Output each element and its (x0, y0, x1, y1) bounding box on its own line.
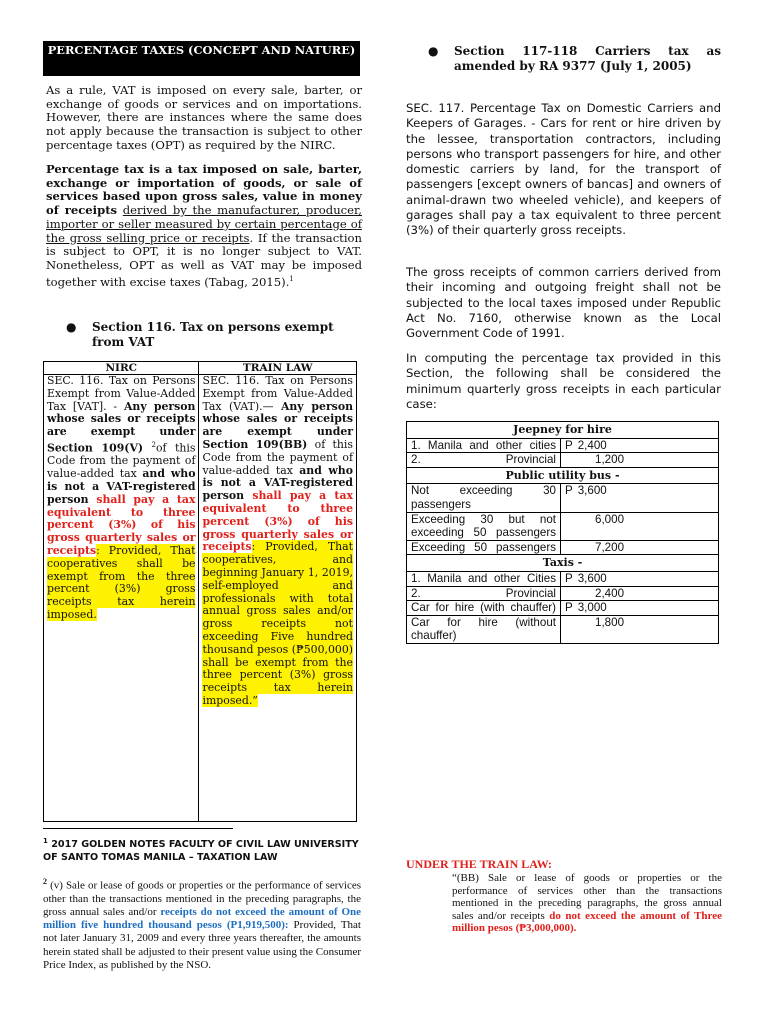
section-title: PERCENTAGE TAXES (CONCEPT AND NATURE) (43, 41, 360, 76)
rate-label: Exceeding 30 but not exceeding 50 passengers (407, 512, 561, 540)
rate-amount (561, 484, 719, 512)
definition-rest: . If the transaction is subject to OPT, it is no longer subject to VAT. Nonetheless, OPT as well as VAT may be imposed together with excise taxes (Tabag, 2015). (46, 230, 362, 289)
col-header-train: TRAIN LAW (199, 362, 357, 375)
currency-symbol: P (565, 438, 573, 452)
rate-label: 2. Provincial (407, 453, 561, 468)
nirc-cell: SEC. 116. Tax on Persons Exempt from Value-Added Tax [VAT]. - Any person whose sales or receipts are exempt under Section 109(V) $^2$of this Code from the payment of value-added tax and who is not a VAT-registered person shall pay a tax equivalent to three percent (3%) of his gross quarterly sales or receipts: Provided, That cooperatives shall be exempt from the three percent (3%) gross receipts tax herein imposed. (44, 375, 199, 822)
nirc-highlight: : Provided, That cooperatives shall be exempt from the three percent (3%) gross receipts tax herein imposed. (47, 543, 196, 621)
rate-label: Car for hire (without chauffer) (407, 615, 561, 643)
footnote-divider (43, 828, 233, 829)
rate-row (407, 571, 719, 586)
bullet-icon: ● (428, 44, 439, 58)
amount-value: 3,600 (577, 484, 607, 498)
jeepney-header: Jeepney for hire (407, 422, 719, 439)
rate-amount (561, 512, 719, 540)
rate-amount (561, 571, 719, 586)
rate-amount (561, 540, 719, 555)
taxi-header: Taxis - (407, 555, 719, 572)
col-header-nirc: NIRC (44, 362, 199, 375)
train-highlight: : Provided, That cooperatives, and beginning January 1, 2019, self-employed and professionals with total annual gross sales and/or gross receipts not exceeding Five hundred thousand pesos (₱500,000) shall be exempt from the three percent (3%) gross receipts tax herein imposed.” (202, 540, 353, 707)
amount-value: 1,200 (595, 453, 625, 467)
bus-header: Public utility bus - (407, 467, 719, 484)
footnote-ref-1[interactable]: 1 (289, 274, 294, 283)
gross-receipts-paragraph: The gross receipts of common carriers derived from their incoming and outgoing freight shall not be subjected to the local taxes imposed under Republic Act No. 7160, otherwise known as the Local Government Code of 1991. (406, 265, 721, 341)
rate-label: Exceeding 50 passengers (407, 540, 561, 555)
rate-row (407, 438, 719, 453)
definition-underlined: derived by the manufacturer, producer, importer or seller measured by certain percentage of the gross selling price or receipts (46, 203, 362, 245)
rate-amount (561, 586, 719, 601)
footnote-ref-2[interactable]: 2 (151, 440, 156, 449)
computing-paragraph: In computing the percentage tax provided in this Section, the following shall be considered the minimum quarterly gross receipts in each particular case: (406, 351, 721, 411)
rate-label: 2. Provincial (407, 586, 561, 601)
rate-row (407, 540, 719, 555)
amount-value: 1,800 (595, 615, 625, 629)
amount-value: 3,600 (577, 571, 607, 585)
section-117-bullet: ● Section 117-118 Carriers tax as amended by RA 9377 (July 1, 2005) (428, 44, 721, 73)
footnote-2: $^2$ (v) Sale or lease of goods or properties or the performance of services other than the transactions mentioned in the preceding paragraphs, the gross annual sales and/or receipts do not exceed the amount of One million five hundred thousand pesos (P1,919,500): Provided, That not later January 31, 2009 and every three years thereafter, the amounts herein stated shall be adjusted to their present value using the Consumer Price Index, as published by the NSO. (43, 877, 362, 971)
intro-paragraph: As a rule, VAT is imposed on every sale, barter, or exchange of goods or services and on importations. However, there are instances where the same does not apply because the transaction is subject to other percentage taxes (OPT) as required by the NIRC. (46, 83, 362, 152)
rate-amount (561, 453, 719, 468)
definition-bold: Percentage tax is a tax imposed on sale, barter, exchange or importation of goods, or sale of services based upon gross sales, value in money of receipts (46, 162, 362, 218)
comparison-table (43, 361, 357, 822)
section-116-bullet: ● Section 116. Tax on persons exempt from VAT (66, 320, 334, 349)
rate-label: 1. Manila and other cities (407, 438, 561, 453)
bullet-icon: ● (66, 320, 77, 334)
rate-label: Car for hire (with chauffer) (407, 601, 561, 616)
rate-row (407, 484, 719, 512)
train-law-paragraph: “(BB) Sale or lease of goods or properties or the performance of services other than the transactions mentioned in the preceding paragraphs, the gross annual sales and/or receipts do not exceed the amount of Three million pesos (₱3,000,000). (452, 872, 723, 935)
rate-row (407, 615, 719, 643)
amount-value: 6,000 (595, 512, 625, 526)
footnote-2-highlight: receipts do not exceed the amount of One million five hundred thousand pesos (P1,919,500): (43, 906, 362, 932)
amount-value: 3,000 (577, 601, 607, 615)
currency-symbol: P (565, 571, 573, 585)
amount-value: 7,200 (595, 540, 625, 554)
rate-amount (561, 601, 719, 616)
train-law-highlight: do not exceed the amount of Three million pesos (₱3,000,000). (452, 909, 723, 935)
footnote-1: $^1$ 2017 GOLDEN NOTES FACULTY OF CIVIL LAW UNIVERSITY OF SANTO TOMAS MANILA – TAXATION LAW (43, 837, 359, 864)
definition-paragraph (46, 163, 362, 289)
amount-value: 2,400 (577, 438, 607, 452)
rate-row (407, 453, 719, 468)
rate-amount (561, 438, 719, 453)
sec117-paragraph: SEC. 117. Percentage Tax on Domestic Carriers and Keepers of Garages. - Cars for rent or hire driven by the lessee, transportation contractors, including persons who transport passengers for hire, and other domestic carriers by land, for the transport of passengers [except owners of bancas] and owners of animal-drawn two wheeled vehicle), and keepers of garages shall pay a tax equivalent to three percent (3%) of their quarterly gross receipts. (406, 101, 721, 238)
rate-label: Not exceeding 30 passengers (407, 484, 561, 512)
rate-row (407, 601, 719, 616)
train-cell: SEC. 116. Tax on Persons Exempt from Value-Added Tax (VAT).— Any person whose sales or receipts are exempt under Section 109(BB) of this Code from the payment of value-added tax and who is not a VAT-registered person shall pay a tax equivalent to three percent (3%) of his gross quarterly sales or receipts: Provided, That cooperatives, and beginning January 1, 2019, self-employed and professionals with total annual gross sales and/or gross receipts not exceeding Five hundred thousand pesos (₱500,000) shall be exempt from the three percent (3%) gross receipts tax herein imposed.” (199, 375, 357, 822)
currency-symbol: P (565, 601, 573, 615)
train-law-heading: UNDER THE TRAIN LAW: (406, 857, 552, 871)
rate-amount (561, 615, 719, 643)
rate-row (407, 512, 719, 540)
rate-label: 1. Manila and other Cities (407, 571, 561, 586)
amount-value: 2,400 (595, 586, 625, 600)
rates-table (406, 421, 719, 644)
rate-row (407, 586, 719, 601)
currency-symbol: P (565, 484, 573, 498)
